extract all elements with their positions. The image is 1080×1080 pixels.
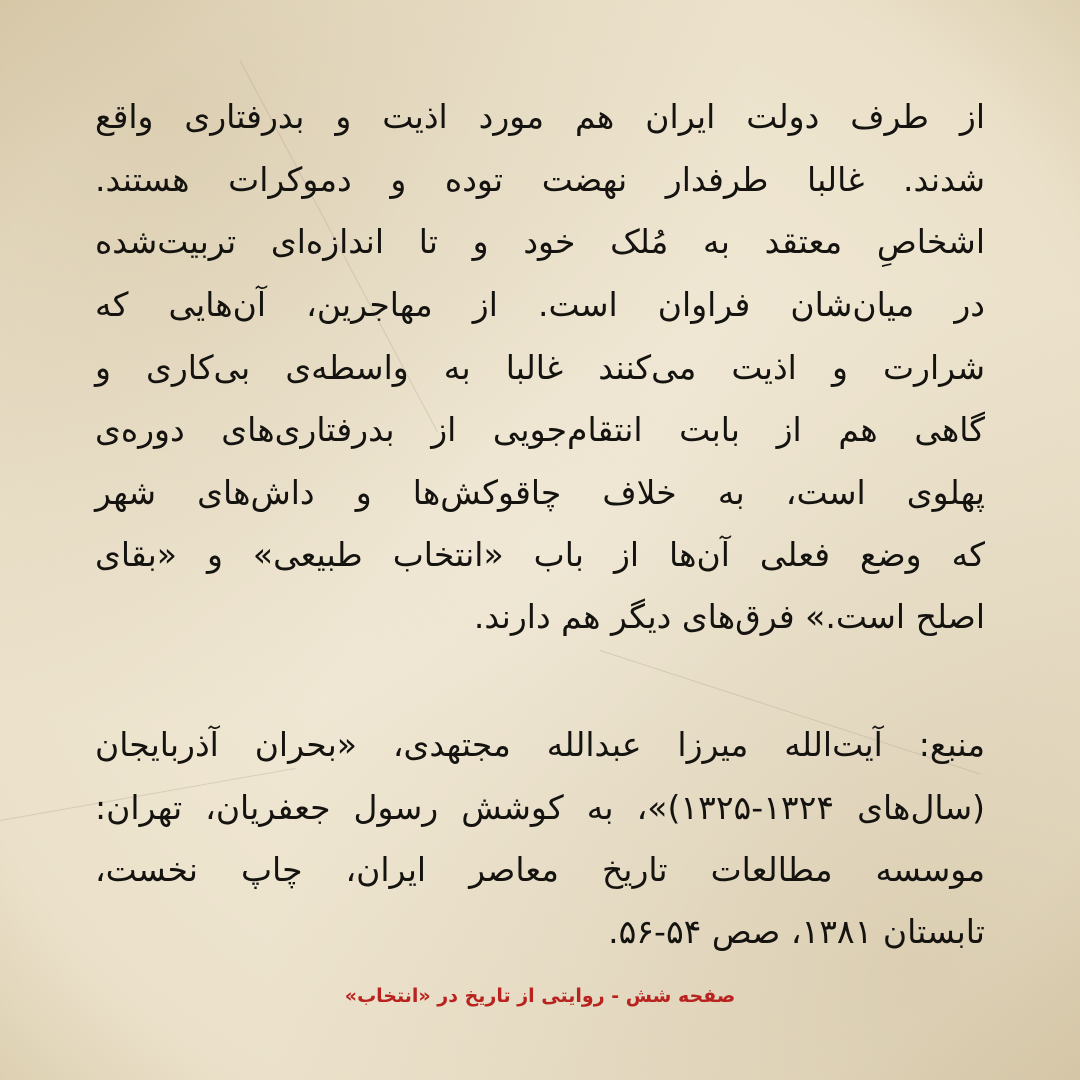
body-line: در میان‌شان فراوان است. از مهاجرین، آن‌هایی که (95, 285, 985, 324)
source-line: موسسه مطالعات تاریخ معاصر ایران، چاپ نخست، (95, 850, 985, 889)
body-line: گاهی هم از بابت انتقام‌جویی از بدرفتاری‌های دوره‌ی (95, 410, 985, 449)
body-line: شرارت و اذیت می‌کنند غالبا به واسطه‌ی بی‌کاری و (95, 348, 985, 387)
body-line: اشخاصِ معتقد به مُلک خود و تا اندازه‌ای تربیت‌شده (95, 222, 985, 261)
footer-caption: صفحه شش - روایتی از تاریخ در «انتخاب» (344, 985, 736, 1007)
body-line: از طرف دولت ایران هم مورد اذیت و بدرفتاری واقع (95, 97, 985, 136)
body-line: پهلوی است، به خلاف چاقوکش‌ها و داش‌های شهر (95, 473, 985, 512)
source-line: تابستان ۱۳۸۱، صص ۵۴-۵۶. (608, 912, 985, 951)
source-line: منبع: آیت‌الله میرزا عبدالله مجتهدی، «بحران آذربایجان (95, 725, 985, 764)
source-line: (سال‌های ۱۳۲۴-۱۳۲۵)»، به کوشش رسول جعفریان، تهران: (95, 788, 985, 827)
body-line: اصلح است.» فرق‌های دیگر هم دارند. (473, 597, 985, 636)
body-line: که وضع فعلی آن‌ها از باب «انتخاب طبیعی» و «بقای (95, 535, 985, 574)
body-line: شدند. غالبا طرفدار نهضت توده و دموکرات هستند. (95, 160, 985, 199)
